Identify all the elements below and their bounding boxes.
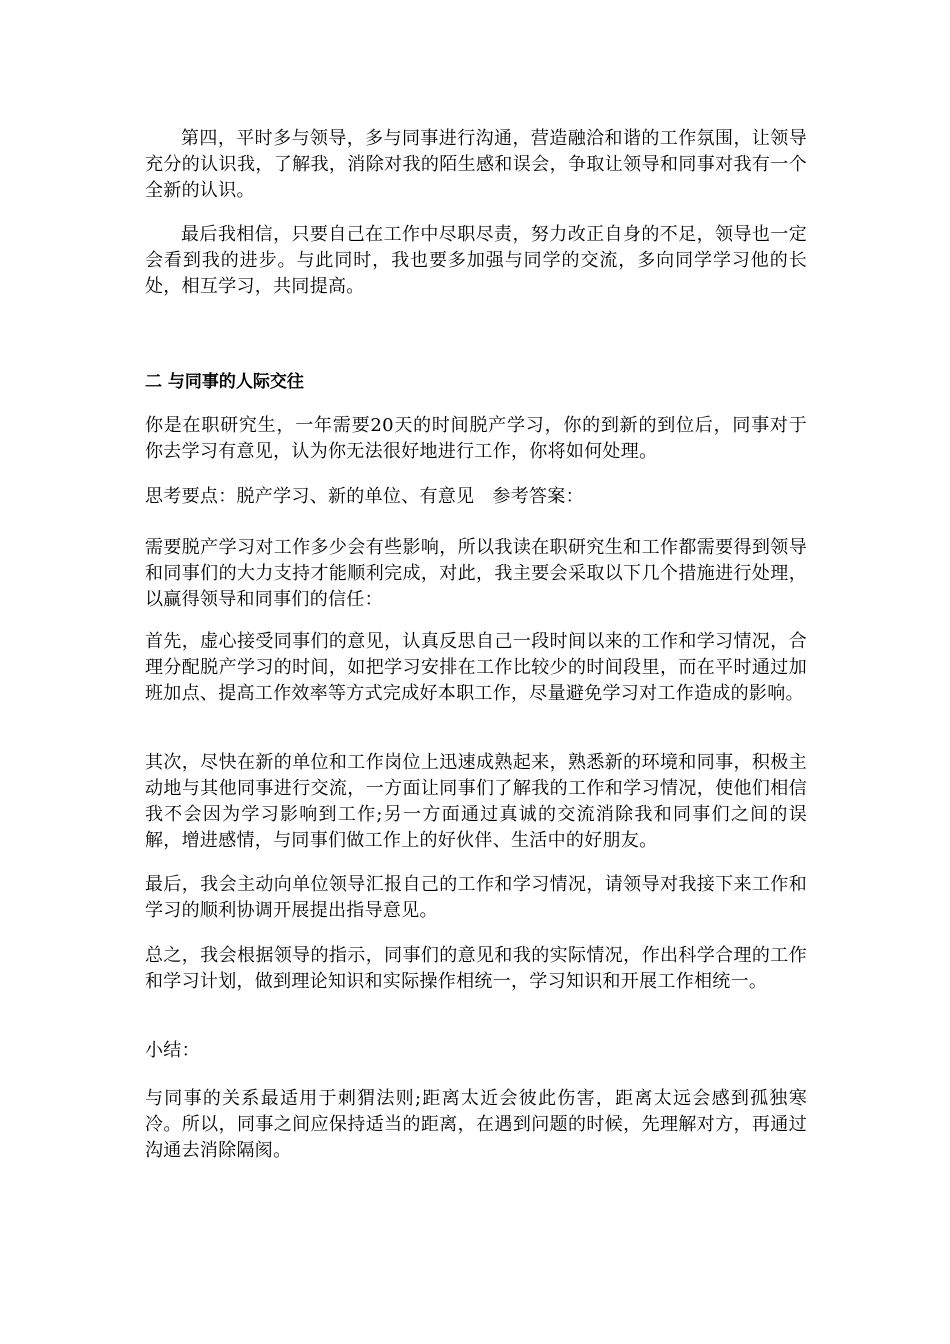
answer-paragraph-first: 首先，虚心接受同事们的意见，认真反思自己一段时间以来的工作和学习情况，合理分配脱产学习的时间，如把学习安排在工作比较少的时间段里，而在平时通过加班加点、提高工作效率等方式完成好本职工作，尽量避免学习对工作造成的影响。 [145, 631, 807, 704]
summary-label: 小结： [145, 1040, 200, 1061]
key-points-line [145, 484, 807, 510]
section-heading: 二 与同事的人际交往 [145, 372, 304, 392]
answer-label: 参考答案： [492, 486, 584, 507]
key-points-label: 思考要点：脱产学习、新的单位、有意见 [145, 486, 475, 507]
answer-paragraph-summary: 总之，我会根据领导的指示，同事们的意见和我的实际情况，作出科学合理的工作和学习计划，做到理论知识和实际操作相统一，学习知识和开展工作相统一。 [145, 945, 807, 992]
answer-paragraph-last: 最后，我会主动向单位领导汇报自己的工作和学习情况，请领导对我接下来工作和学习的顺利协调开展提出指导意见。 [145, 874, 807, 921]
paragraph-fourth-point: 第四，平时多与领导，多与同事进行沟通，营造融洽和谐的工作氛围，让领导充分的认识我，了解我，消除对我的陌生感和误会，争取让领导和同事对我有一个全新的认识。 [145, 128, 807, 201]
question-text: 你是在职研究生，一年需要20天的时间脱产学习，你的到新的到位后，同事对于你去学习有意见，认为你无法很好地进行工作，你将如何处理。 [145, 415, 807, 462]
paragraph-conclusion: 最后我相信，只要自己在工作中尽职尽责，努力改正自身的不足，领导也一定会看到我的进步。与此同时，我也要多加强与同学的交流，多向同学学习他的长处，相互学习，共同提高。 [145, 224, 807, 297]
summary-text: 与同事的关系最适用于刺猬法则;距离太近会彼此伤害，距离太远会感到孤独寒冷。所以，同事之间应保持适当的距离，在遇到问题的时候，先理解对方，再通过沟通去消除隔阂。 [145, 1088, 807, 1161]
answer-paragraph-intro: 需要脱产学习对工作多少会有些影响，所以我读在职研究生和工作都需要得到领导和同事们的大力支持才能顺利完成，对此，我主要会采取以下几个措施进行处理，以赢得领导和同事们的信任： [145, 537, 807, 610]
answer-paragraph-second: 其次，尽快在新的单位和工作岗位上迅速成熟起来，熟悉新的环境和同事，积极主动地与其他同事进行交流，一方面让同事们了解我的工作和学习情况，使他们相信我不会因为学习影响到工作;另一方面通过真诚的交流消除我和同事们之间的误解，增进感情，与同事们做工作上的好伙伴、生活中的好朋友。 [145, 752, 807, 851]
